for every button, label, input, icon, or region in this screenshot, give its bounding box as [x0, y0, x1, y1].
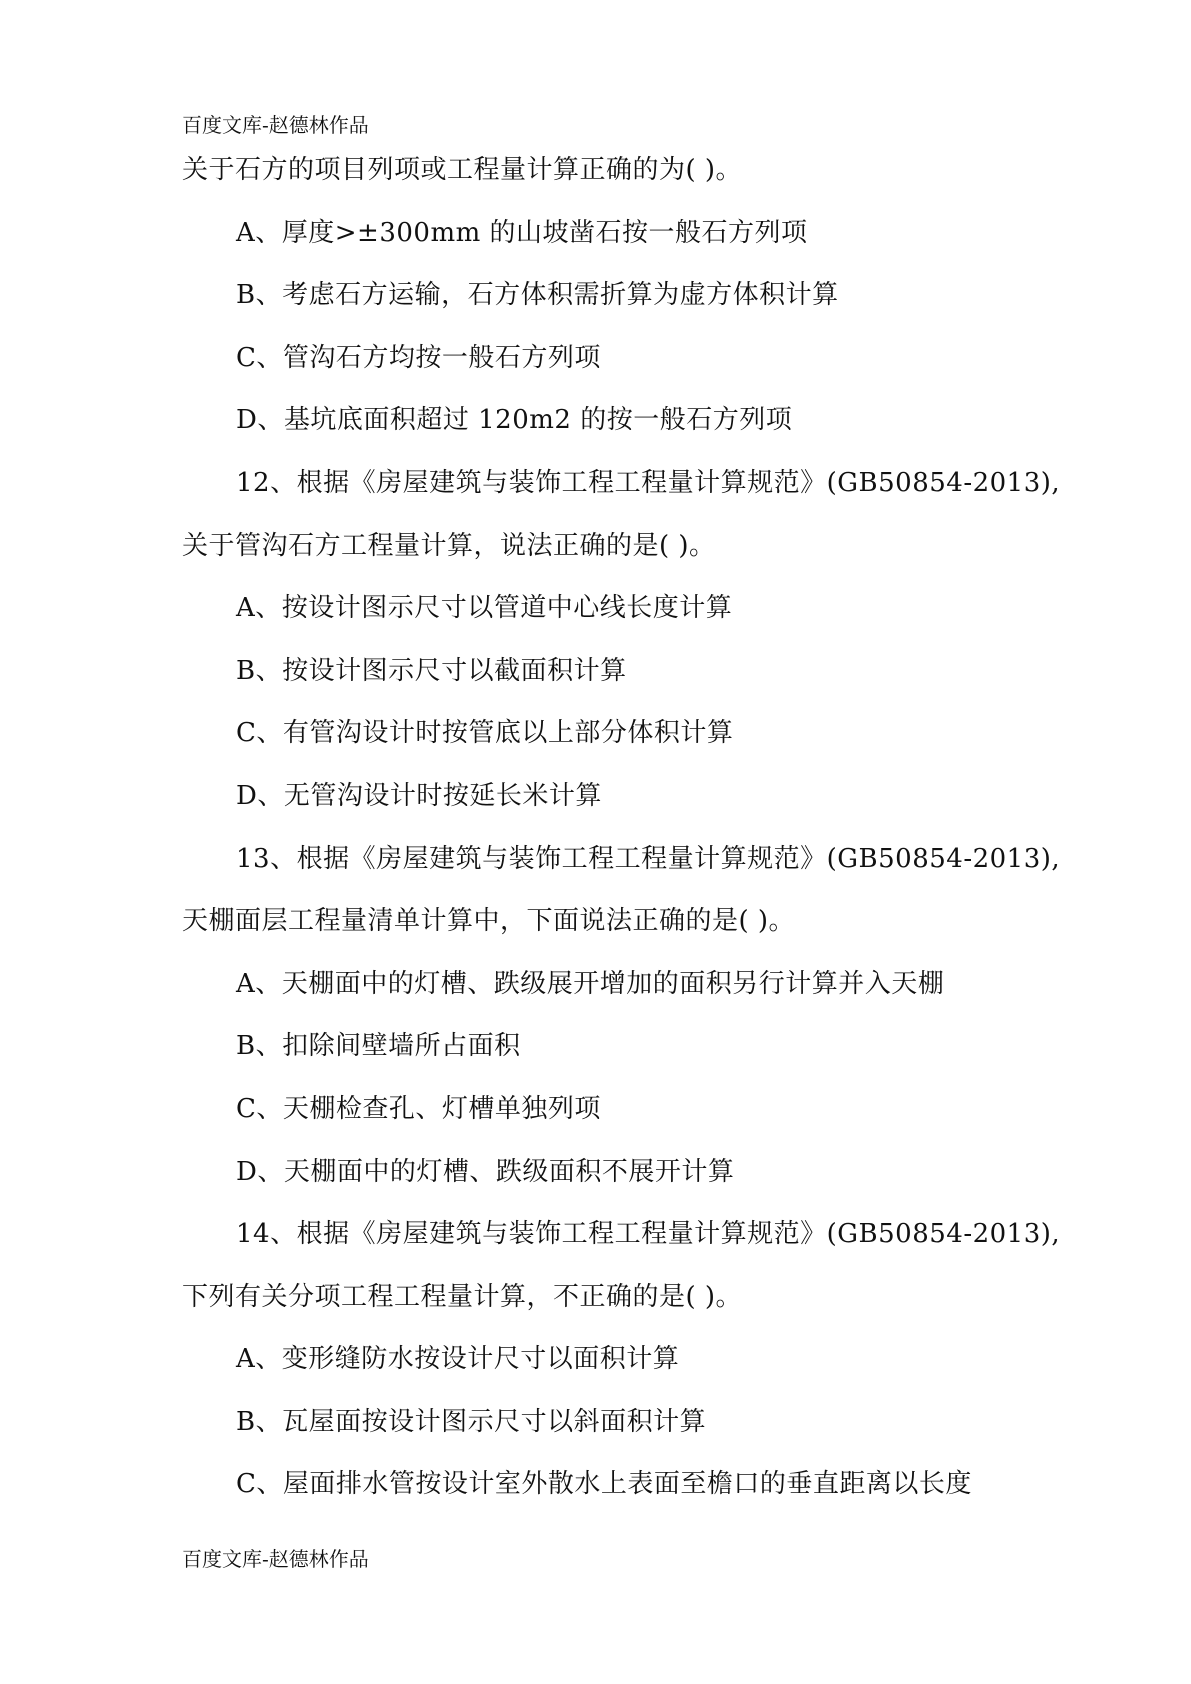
answer-option: A、厚度>±300mm 的山坡凿石按一般石方列项 — [236, 217, 808, 248]
page-footer: 百度文库-赵德林作品 — [182, 1547, 369, 1571]
answer-option: C、天棚检查孔、灯槽单独列项 — [236, 1093, 601, 1124]
page-header: 百度文库-赵德林作品 — [182, 113, 369, 137]
question-stem-line: 关于石方的项目列项或工程量计算正确的为( )。 — [182, 155, 743, 185]
question-stem-line: 14、根据《房屋建筑与装饰工程工程量计算规范》(GB50854-2013), — [236, 1219, 1061, 1250]
question-stem-line: 12、根据《房屋建筑与装饰工程工程量计算规范》(GB50854-2013), — [236, 467, 1061, 498]
answer-option: D、无管沟设计时按延长米计算 — [236, 780, 602, 811]
answer-option: B、瓦屋面按设计图示尺寸以斜面积计算 — [236, 1406, 707, 1437]
answer-option: C、屋面排水管按设计室外散水上表面至檐口的垂直距离以长度 — [236, 1469, 972, 1500]
answer-option: A、按设计图示尺寸以管道中心线长度计算 — [236, 593, 733, 624]
question-stem-line: 天棚面层工程量清单计算中，下面说法正确的是( )。 — [182, 906, 796, 937]
document-body — [182, 150, 1061, 1527]
answer-option: B、考虑石方运输，石方体积需折算为虚方体积计算 — [236, 280, 839, 311]
question-stem-line: 关于管沟石方工程量计算，说法正确的是( )。 — [182, 530, 716, 561]
answer-option: C、有管沟设计时按管底以上部分体积计算 — [236, 718, 734, 749]
question-stem-line: 13、根据《房屋建筑与装饰工程工程量计算规范》(GB50854-2013), — [236, 843, 1061, 874]
question-stem-line: 下列有关分项工程工程量计算，不正确的是( )。 — [182, 1281, 743, 1312]
answer-option: A、天棚面中的灯槽、跌级展开增加的面积另行计算并入天棚 — [236, 968, 945, 999]
answer-option: B、按设计图示尺寸以截面积计算 — [236, 655, 627, 686]
answer-option: A、变形缝防水按设计尺寸以面积计算 — [236, 1344, 680, 1375]
answer-option: C、管沟石方均按一般石方列项 — [236, 342, 601, 373]
answer-option: B、扣除间壁墙所占面积 — [236, 1031, 521, 1062]
answer-option: D、天棚面中的灯槽、跌级面积不展开计算 — [236, 1156, 735, 1187]
answer-option: D、基坑底面积超过 120m2 的按一般石方列项 — [236, 405, 793, 436]
